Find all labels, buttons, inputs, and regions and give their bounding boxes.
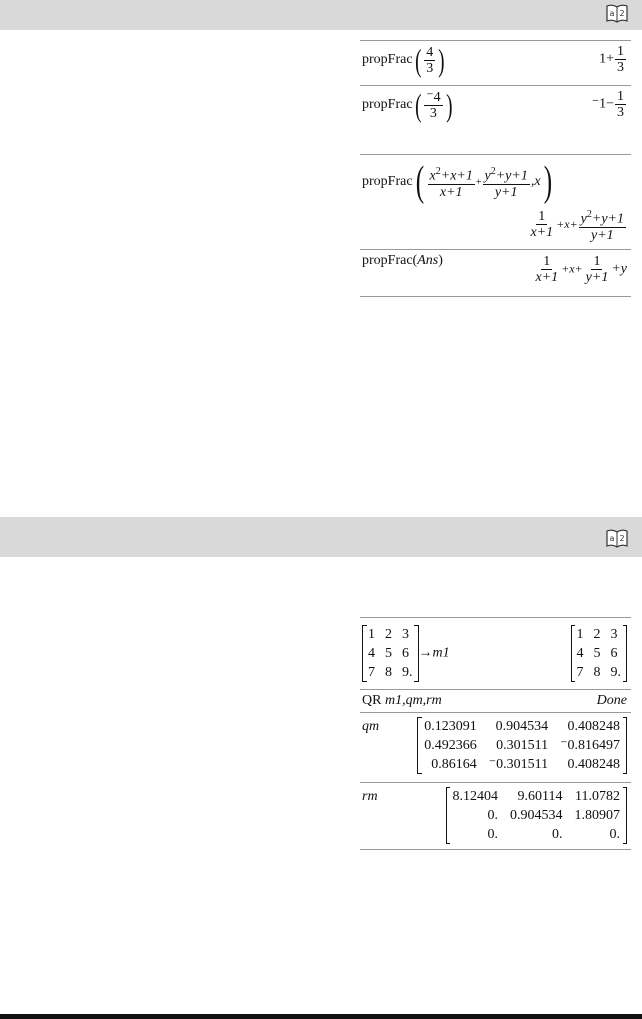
section-header-bar-middle bbox=[0, 517, 642, 557]
matrix-cell: 7 bbox=[368, 665, 375, 680]
matrix-row bbox=[418, 717, 627, 736]
matrix-cell: 4 bbox=[368, 646, 375, 661]
entry-result bbox=[571, 625, 628, 682]
matrix-cell: ⁻0.816497 bbox=[560, 738, 620, 753]
matrix-cell: 1 bbox=[368, 627, 375, 642]
matrix-row bbox=[418, 755, 627, 774]
matrix-cell: 9.60114 bbox=[517, 789, 563, 804]
matrix-cell: 1.80907 bbox=[574, 808, 620, 823]
entry-result: 1+ $\frac{1}{3}$ bbox=[599, 44, 624, 75]
matrix-cell: 5 bbox=[385, 646, 392, 661]
history-row bbox=[360, 85, 631, 131]
matrix-cell: 4 bbox=[576, 646, 584, 661]
matrix-cell: 0. bbox=[552, 827, 563, 842]
history-row bbox=[360, 249, 631, 297]
history-row bbox=[360, 617, 631, 689]
section-header-bar-top bbox=[0, 0, 642, 30]
matrix-cell: 0.301511 bbox=[496, 738, 549, 753]
matrix-input bbox=[362, 625, 419, 682]
matrix-cell: 2 bbox=[385, 627, 392, 642]
calculator-panel-propfrac bbox=[360, 40, 631, 297]
matrix-cell: 0.123091 bbox=[424, 719, 477, 734]
svg-text:2: 2 bbox=[619, 9, 625, 18]
matrix-row bbox=[363, 625, 419, 644]
matrix-cell: 11.0782 bbox=[575, 789, 620, 804]
entry-expression: QR m1,qm,rm bbox=[362, 693, 442, 708]
entry-expression: propFrac( $\frac{4}{3}$ ) bbox=[362, 42, 445, 78]
history-row bbox=[360, 689, 631, 712]
history-row bbox=[360, 782, 631, 850]
matrix-result bbox=[571, 625, 628, 682]
matrix-cell: 0. bbox=[487, 827, 498, 842]
matrix-cell: 0.904534 bbox=[510, 808, 563, 823]
page-bottom-rule bbox=[0, 1014, 642, 1019]
entry-result: ⁻1− $\frac{1}{3}$ bbox=[591, 89, 624, 120]
matrix-cell: ⁻0.301511 bbox=[488, 757, 549, 772]
entry-expression: qm bbox=[362, 719, 380, 734]
history-row bbox=[360, 712, 631, 782]
matrix-cell: 2 bbox=[593, 627, 601, 642]
matrix-cell: 0.408248 bbox=[567, 719, 620, 734]
matrix-cell: 0.904534 bbox=[495, 719, 549, 734]
matrix-cell: 9. bbox=[610, 665, 621, 680]
entry-expression: propFrac( $\frac{^-4}{3}$ ) bbox=[362, 87, 453, 123]
matrix-cell: 0.86164 bbox=[431, 757, 477, 772]
matrix-cell: 0.492366 bbox=[424, 738, 477, 753]
matrix-result-rm bbox=[446, 787, 628, 844]
history-row bbox=[360, 40, 631, 85]
entry-result: Done bbox=[596, 693, 627, 708]
matrix-cell: 8 bbox=[593, 665, 601, 680]
matrix-cell: 3 bbox=[610, 627, 618, 642]
matrix-cell: 0. bbox=[609, 827, 620, 842]
matrix-row bbox=[446, 825, 627, 844]
book-icon bbox=[606, 3, 628, 23]
svg-text:2: 2 bbox=[619, 534, 625, 543]
matrix-cell: 6 bbox=[610, 646, 618, 661]
calculator-panel-qr bbox=[360, 617, 631, 850]
matrix-cell: 7 bbox=[576, 665, 584, 680]
book-icon bbox=[606, 528, 628, 548]
matrix-cell: 8 bbox=[385, 665, 392, 680]
matrix-cell: 5 bbox=[593, 646, 601, 661]
matrix-row bbox=[571, 625, 627, 644]
matrix-row bbox=[363, 644, 419, 663]
matrix-result-qm bbox=[417, 717, 627, 774]
entry-result bbox=[417, 717, 627, 774]
matrix-cell: 1 bbox=[576, 627, 584, 642]
history-row bbox=[360, 154, 631, 249]
matrix-row bbox=[571, 663, 627, 682]
entry-result bbox=[446, 787, 628, 844]
matrix-cell: 6 bbox=[402, 646, 409, 661]
matrix-cell: 8.12404 bbox=[452, 789, 498, 804]
matrix-row bbox=[363, 663, 419, 682]
matrix-row bbox=[571, 644, 627, 663]
entry-expression: 1 2 3 4 5 6 7 8 9. →m1 bbox=[362, 625, 450, 682]
entry-expression: rm bbox=[362, 789, 378, 804]
entry-expression: propFrac( $\frac{x^2+x+1}{x+1}$ + $\frac{y^2+y+1}{y+1}$ ,x) bbox=[362, 159, 552, 205]
entry-result: $\frac{1}{x+1}$ +x+ $\frac{1}{y+1}$ +y bbox=[535, 254, 627, 285]
matrix-row bbox=[418, 736, 627, 755]
svg-text:a: a bbox=[609, 534, 615, 543]
matrix-cell: 0. bbox=[487, 808, 498, 823]
matrix-cell: 0.408248 bbox=[567, 757, 620, 772]
svg-text:a: a bbox=[609, 9, 615, 18]
matrix-row bbox=[446, 787, 627, 806]
matrix-cell: 9. bbox=[402, 665, 413, 680]
entry-result: $\frac{1}{x+1}$ +x+ $\frac{y^2+y+1}{y+1}$ bbox=[530, 209, 624, 243]
matrix-cell: 3 bbox=[402, 627, 409, 642]
entry-expression: propFrac(Ans) bbox=[362, 253, 443, 268]
row-spacer bbox=[360, 131, 631, 154]
matrix-row bbox=[446, 806, 627, 825]
